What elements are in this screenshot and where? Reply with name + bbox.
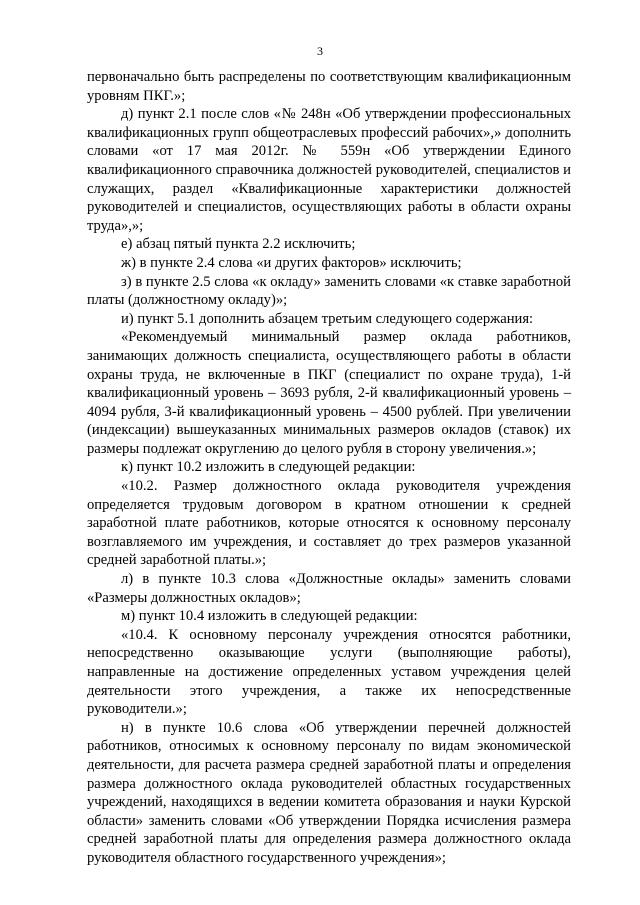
paragraph-i: и) пункт 5.1 дополнить абзацем третьим следующего содержания: <box>121 310 534 327</box>
paragraph-e: е) абзац пятый пункта 2.2 исключить; <box>121 236 356 253</box>
paragraph-quote-10-2: «10.2. Размер должностного оклада руководителя учреждения определяется трудовым договором в кратном отношении к средней заработной плате работников, которые относятся к основному персоналу возглавляемого им учреждения, и составляет до трех размеров указанной средней заработной платы.»; <box>87 478 571 569</box>
paragraph-zh: ж) в пункте 2.4 слова «и других факторов» исключить; <box>121 254 462 271</box>
paragraph-k: к) пункт 10.2 изложить в следующей редакции: <box>121 459 416 476</box>
paragraph-l: л) в пункте 10.3 слова «Должностные оклады» заменить словами «Размеры должностных окладов»; <box>87 571 571 606</box>
page-number: 3 <box>317 44 323 58</box>
paragraph-z: з) в пункте 2.5 слова «к окладу» заменить словами «к ставке заработной платы (должностному окладу)»; <box>87 273 571 309</box>
paragraph-d: д) пункт 2.1 после слов «№ 248н «Об утверждении профессиональных квалификационных групп общеотраслевых профессий рабочих»,» дополнить словами «от 17 мая 2012г. № 559н «Об утверждении Единого квалификационного справочника должностей руководителей, специалистов и служащих, раздел «Квалификационные характеристики должностей руководителей и специалистов, осуществляющих работы в области охраны труда»,»; <box>87 106 571 234</box>
paragraph-quote-10-4: «10.4. К основному персоналу учреждения относятся работники, непосредственно оказывающие услуги (выполняющие работы), направленные на достижение определенных уставом учреждения целей деятельности этого учреждения, а также их непосредственные руководители.»; <box>87 626 571 718</box>
paragraph-quote-5-1: «Рекомендуемый минимальный размер оклада работников, занимающих должность специалиста, осуществляющего работы в области охраны труда, не включенные в ПКГ (специалист по охране труда), 1-й квалификационный уровень – 3693 рубля, 2-й квалификационный уровень – 4094 рубля, 3-й квалификационный уровень – 4500 рублей. При увеличении (индексации) вышеуказанных минимальных размеров окладов (ставок) их размеры подлежат округлению до целого рубля в сторону увеличения.»; <box>87 329 571 457</box>
paragraph-m: м) пункт 10.4 изложить в следующей редакции: <box>121 608 418 625</box>
paragraph-n: н) в пункте 10.6 слова «Об утверждении перечней должностей работников, относимых к основному персоналу по видам экономической деятельности, для расчета размера средней заработной платы и определения размера должностного оклада руководителей областных государственных учреждений, находящихся в ведении комитета образования и науки Курской области» заменить словами «Об утверждении Порядка исчисления размера средней заработной платы для определения размера должностного оклада руководителя областного государственного учреждения»; <box>87 719 571 866</box>
document-body <box>87 68 571 868</box>
paragraph-continuation: первоначально быть распределены по соответствующим квалификационным уровням ПКГ.»; <box>87 69 571 104</box>
